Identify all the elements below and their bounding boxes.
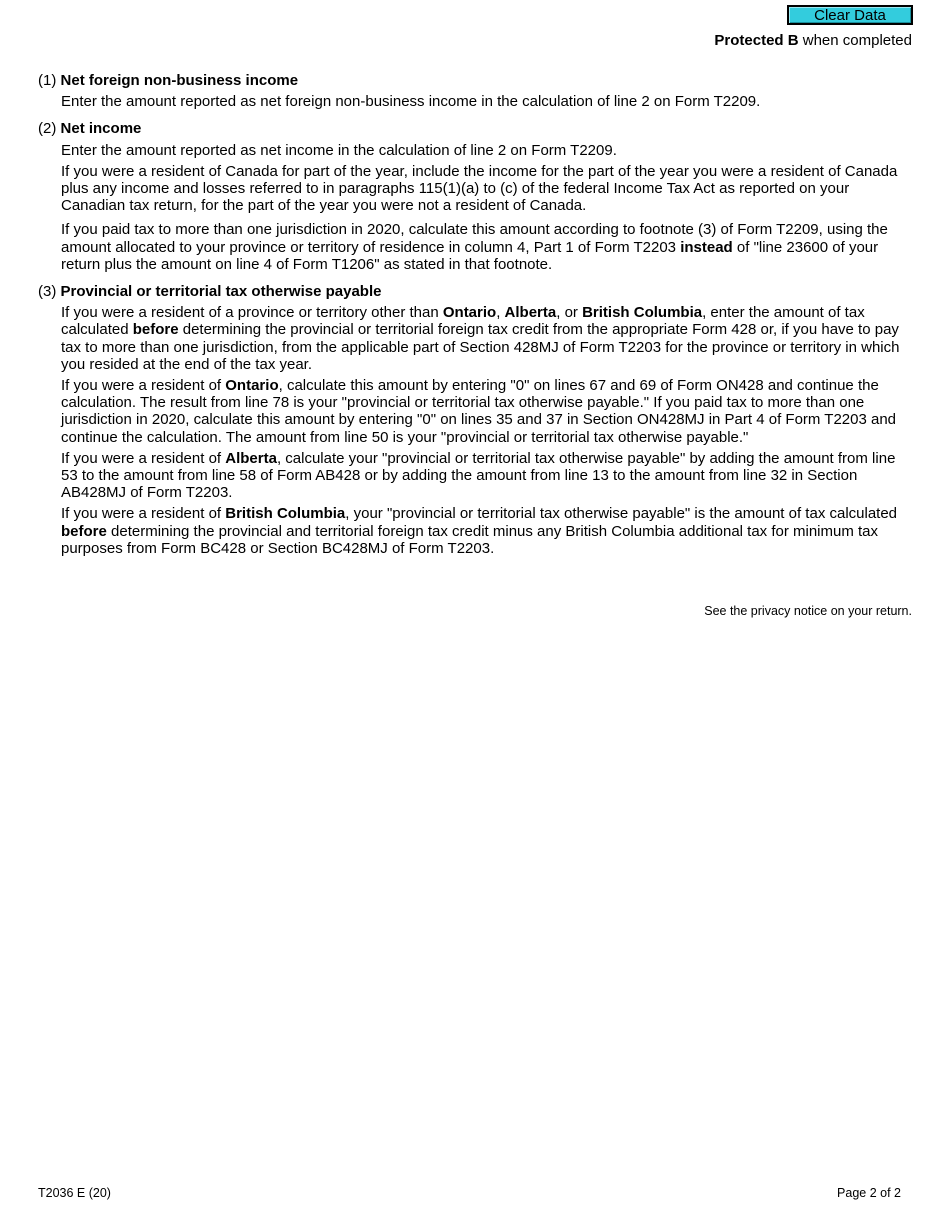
note-paragraph	[61, 142, 913, 159]
note-text: , enter the amount of tax calculated	[61, 304, 865, 339]
protected-b-notice	[714, 32, 912, 50]
note-text: If you paid tax to more than one jurisdiction in 2020, calculate this amount according to footnote (3) of Form T2209, using the amount allocated to your province or territory of residence in column 4, Part 1 of Form T2203	[61, 221, 888, 256]
note-text: determining the provincial or territorial foreign tax credit from the appropriate Form 428 or, if you have to pay tax to more than one jurisdiction, from the applicable part of Section 428MJ of Form T2203 for the province or territory in which you resided at the end of the tax year.	[61, 321, 900, 373]
note-text-bold: Alberta	[225, 449, 277, 467]
note-text-bold: Ontario	[442, 304, 497, 322]
note-text-bold: before	[61, 522, 107, 540]
note-paragraph	[61, 304, 913, 373]
note-text: If you were a resident of	[61, 505, 226, 523]
note-text: Enter the amount reported as net income in the calculation of line 2 on Form T2209.	[61, 141, 617, 159]
note-text-bold: British Columbia	[225, 505, 346, 523]
note-number: (2)	[38, 120, 57, 138]
notes-section	[38, 72, 913, 557]
note-number: (3)	[38, 283, 57, 301]
note-paragraph	[61, 450, 913, 502]
note-text-bold: before	[132, 321, 179, 339]
note-text: of "line 23600 of your return plus the amount on line 4 of Form T1206" as stated in that footnote.	[61, 238, 879, 273]
note-title: Net foreign non-business income	[60, 72, 299, 89]
note-1	[38, 72, 913, 110]
note-paragraph	[61, 505, 913, 557]
note-text: If you were a resident of	[61, 377, 226, 395]
note-1-heading	[38, 72, 913, 89]
note-text-bold: instead	[680, 238, 733, 256]
note-number: (1)	[38, 72, 57, 89]
note-3	[38, 283, 913, 557]
note-paragraph	[61, 93, 913, 110]
note-text: If you were a resident of Canada for part of the year, include the income for the part of the year you were a resident of Canada plus any income and losses referred to in paragraphs 115(1)(a) to (c) of the federal Income Tax Act as reported on your Canadian tax return, for the part of the year you were not a resident of Canada.	[61, 162, 898, 215]
form-code: T2036 E (20)	[38, 1186, 111, 1200]
note-text: determining the provincial and territorial foreign tax credit minus any British Columbia additional tax for minimum tax purposes from Form BC428 or Section BC428MJ of Form T2203.	[61, 522, 879, 557]
note-text: If you were a resident of a province or territory other than	[61, 304, 443, 322]
note-text: ,	[496, 304, 505, 322]
note-title: Provincial or territorial tax otherwise payable	[60, 283, 382, 301]
note-text: , calculate your "provincial or territorial tax otherwise payable" by adding the amount from line 53 to the amount from line 58 of Form AB428 or by adding the amount from line 13 to the amount from line 32 in Section AB428MJ of Form T2203.	[61, 449, 896, 502]
note-text: , calculate this amount by entering "0" on lines 67 and 69 of Form ON428 and continue the calculation. The result from line 78 is your "provincial or territorial tax otherwise payable." If you paid tax to more than one jurisdiction in 2020, calculate this amount by entering "0" on lines 35 and 37 in Section ON428MJ in Part 4 of Form T2203 and continue the calculation. The amount from line 50 is your "provincial or territorial tax otherwise payable."	[61, 377, 897, 446]
note-2	[38, 120, 913, 273]
note-text-bold: Ontario	[225, 377, 279, 395]
note-text: If you were a resident of	[61, 449, 226, 467]
note-paragraph	[61, 221, 913, 273]
note-3-heading	[38, 283, 913, 300]
page-number: Page 2 of 2	[837, 1186, 901, 1200]
note-paragraph	[61, 377, 913, 446]
privacy-notice: See the privacy notice on your return.	[704, 604, 912, 618]
note-text: , your "provincial or territorial tax otherwise payable" is the amount of tax calculated	[345, 505, 898, 523]
note-text: Enter the amount reported as net foreign non-business income in the calculation of line 2 on Form T2209.	[61, 93, 761, 111]
note-text-bold: Alberta	[504, 304, 557, 322]
note-2-heading	[38, 120, 913, 137]
protected-b-suffix: when completed	[798, 32, 912, 49]
note-text: , or	[556, 304, 583, 322]
protected-b-label: Protected B	[714, 32, 799, 49]
note-text-bold: British Columbia	[582, 304, 703, 322]
note-title: Net income	[60, 120, 142, 138]
note-paragraph	[61, 163, 913, 215]
clear-data-button[interactable]: Clear Data	[787, 5, 913, 25]
